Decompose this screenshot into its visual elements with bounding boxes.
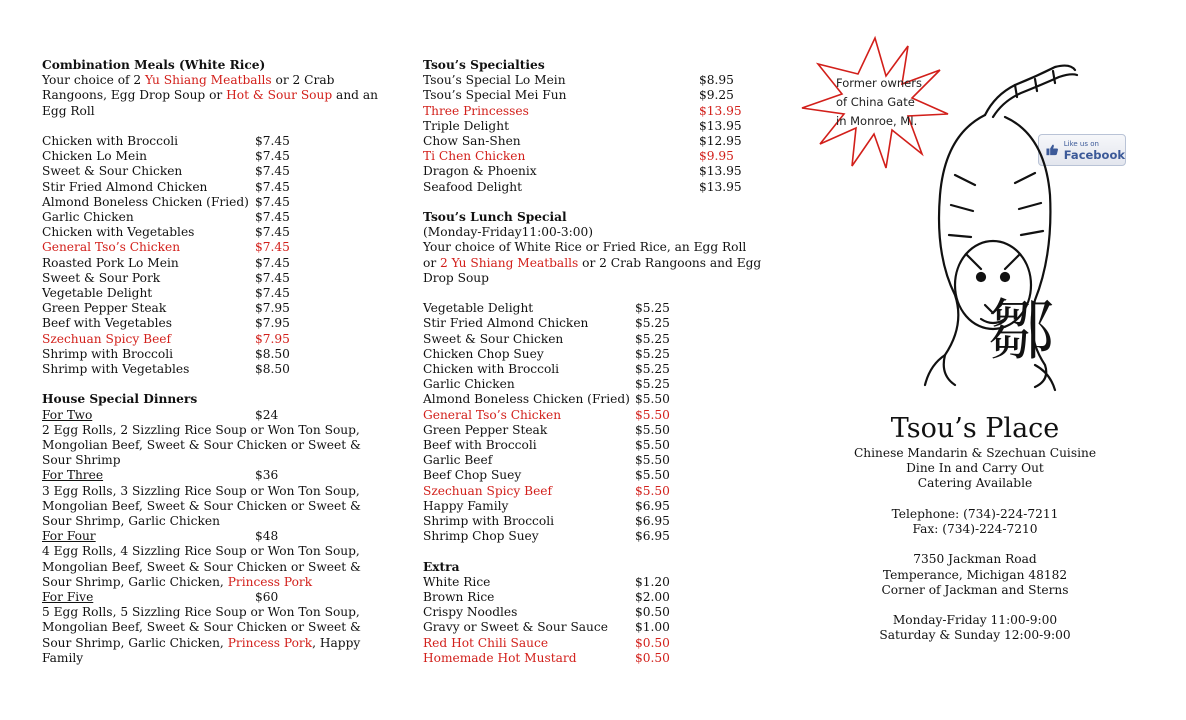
dinner-party-size: For Five [42, 590, 94, 605]
menu-item-name: Chicken with Broccoli [423, 362, 560, 377]
menu-item-row [423, 134, 763, 149]
highlighted-text: Yu Shiang Meatballs [145, 73, 272, 88]
menu-item-row [42, 332, 387, 347]
menu-item-name: Chicken Lo Mein [42, 149, 147, 164]
dinner-description [42, 605, 387, 666]
text-run: and an Egg Roll [42, 88, 378, 118]
menu-item-price: $6.95 [635, 498, 670, 513]
menu-item-price: $7.45 [255, 179, 290, 194]
tiger-illustration [885, 55, 1085, 405]
restaurant-name: Tsou’s Place [890, 413, 1060, 444]
menu-item-price: $5.50 [635, 453, 670, 468]
dinner-option-header [42, 529, 387, 544]
menu-item-row [423, 180, 763, 195]
menu-item-name: Sweet & Sour Chicken [423, 331, 564, 346]
menu-item-price: $8.50 [255, 362, 290, 377]
menu-item-price: $7.45 [255, 134, 290, 148]
menu-item-row [423, 484, 763, 499]
menu-item-price: $6.95 [635, 529, 670, 544]
menu-item-name: Homemade Hot Mustard [423, 650, 577, 665]
menu-item-row [423, 438, 763, 453]
hours-line: Saturday & Sunday 12:00-9:00 [879, 628, 1071, 643]
menu-item-name: Stir Fried Almond Chicken [423, 316, 589, 331]
menu-item-price: $6.95 [635, 514, 670, 529]
menu-item-price: $5.50 [635, 392, 670, 407]
menu-item-name: Green Pepper Steak [423, 422, 548, 437]
menu-item-row [423, 605, 763, 620]
menu-item-name: General Tso’s Chicken [423, 407, 562, 422]
menu-item-price: $13.95 [699, 179, 742, 194]
service-line: Dine In and Carry Out [906, 461, 1044, 476]
highlighted-text: Princess Pork [227, 635, 313, 650]
cuisine-line: Chinese Mandarin & Szechuan Cuisine [853, 446, 1097, 460]
dinner-price: $36 [255, 468, 279, 483]
dinner-party-size: For Three [42, 468, 104, 483]
combination-items-list [42, 134, 387, 377]
menu-item-price: $7.45 [255, 286, 290, 301]
menu-item-row [42, 210, 387, 225]
facebook-small-text: Like us on [1063, 140, 1099, 148]
menu-item-price: $7.45 [255, 255, 290, 270]
menu-item-price: $9.95 [699, 149, 734, 164]
menu-item-row [423, 316, 763, 331]
menu-item-price: $7.45 [255, 240, 290, 255]
lunch-hours: (Monday-Friday11:00-3:00) [423, 225, 593, 240]
text-run: or 2 Crab Rangoons and Egg Drop Soup [423, 255, 762, 285]
dinner-price: $24 [255, 407, 279, 422]
menu-item-row [423, 514, 763, 529]
menu-item-name: Chicken with Vegetables [42, 225, 195, 240]
text-run: Your choice of 2 [42, 73, 146, 88]
menu-item-price: $7.45 [255, 194, 290, 209]
menu-item-price: $13.95 [699, 164, 742, 179]
menu-item-name: Chow San-Shen [423, 134, 521, 149]
menu-item-price: $5.50 [635, 438, 670, 453]
menu-item-row [423, 453, 763, 468]
menu-item-row [42, 256, 387, 271]
menu-item-name: Beef with Broccoli [423, 438, 537, 453]
menu-item-row [423, 332, 763, 347]
menu-item-name: Crispy Noodles [423, 605, 518, 620]
text-run: or 2 Crab Rangoons, Egg Drop Soup or [42, 73, 335, 103]
menu-item-price: $5.25 [635, 316, 670, 331]
highlighted-text: Hot & Sour Soup [226, 88, 333, 103]
menu-item-name: Sweet & Sour Pork [42, 270, 161, 285]
menu-item-name: Green Pepper Steak [42, 301, 167, 316]
section-heading-extra: Extra [423, 559, 460, 574]
menu-item-row [42, 362, 387, 377]
menu-item-price: $12.95 [699, 134, 742, 149]
menu-item-name: Brown Rice [423, 590, 495, 605]
menu-item-name: Red Hot Chili Sauce [423, 635, 549, 650]
combination-section [42, 58, 387, 666]
section-heading-specialties: Tsou’s Specialties [423, 58, 545, 72]
dinner-option-header [42, 590, 387, 605]
menu-item-price: $2.00 [635, 590, 670, 605]
menu-item-row [423, 88, 763, 103]
address-line: Corner of Jackman and Sterns [881, 582, 1069, 597]
combination-description [42, 73, 387, 119]
dinner-price: $60 [255, 590, 279, 605]
starburst-line: of China Gate [836, 95, 915, 109]
menu-item-price: $5.25 [635, 377, 670, 392]
menu-item-name: Garlic Chicken [423, 377, 515, 392]
specialties-list [423, 73, 763, 195]
menu-item-price: $9.25 [699, 88, 734, 103]
menu-item-name: Ti Chen Chicken [423, 149, 526, 164]
starburst-line: in Monroe, MI. [836, 114, 918, 128]
section-heading-house-special: House Special Dinners [42, 392, 198, 407]
menu-item-name: Shrimp with Broccoli [42, 346, 174, 361]
menu-item-name: Szechuan Spicy Beef [423, 483, 553, 498]
facebook-big-text: Facebook [1063, 148, 1125, 162]
menu-item-name: Shrimp with Broccoli [423, 514, 555, 529]
menu-item-row [423, 362, 763, 377]
dinner-option-header [42, 468, 387, 483]
menu-item-price: $7.45 [255, 270, 290, 285]
lunch-description [423, 240, 763, 286]
menu-item-price: $7.45 [255, 225, 290, 240]
menu-item-name: Roasted Pork Lo Mein [42, 255, 179, 270]
dinner-description [42, 544, 387, 590]
section-heading-lunch: Tsou’s Lunch Special [423, 210, 567, 225]
menu-item-name: General Tso’s Chicken [42, 240, 181, 255]
menu-item-name: Gravy or Sweet & Sour Sauce [423, 620, 608, 635]
menu-item-name: Vegetable Delight [42, 286, 153, 301]
menu-item-name: Shrimp Chop Suey [423, 529, 539, 544]
text-run: 2 Egg Rolls, 2 Sizzling Rice Soup or Won Ton Soup, Mongolian Beef, Sweet & Sour Chicken or Sweet & Sour Shrimp [42, 422, 361, 468]
menu-item-name: Tsou’s Special Lo Mein [423, 73, 566, 88]
menu-item-name: Tsou’s Special Mei Fun [423, 88, 567, 103]
menu-item-name: Happy Family [423, 498, 509, 513]
menu-item-name: Almond Boneless Chicken (Fried) [423, 392, 630, 407]
restaurant-info-panel [810, 0, 1140, 720]
menu-item-row [42, 271, 387, 286]
menu-item-row [423, 651, 763, 666]
menu-item-name: Almond Boneless Chicken (Fried) [42, 194, 249, 209]
menu-item-row [42, 286, 387, 301]
highlighted-text: 2 Yu Shiang Meatballs [440, 255, 579, 270]
menu-item-name: Vegetable Delight [423, 301, 534, 316]
telephone: Telephone: (734)-224-7211 [891, 506, 1059, 521]
menu-item-row [423, 119, 763, 134]
menu-item-price: $5.25 [635, 346, 670, 361]
menu-item-price: $13.95 [699, 103, 742, 118]
menu-item-price: $7.95 [255, 331, 290, 346]
text-run: 5 Egg Rolls, 5 Sizzling Rice Soup or Won Ton Soup, Mongolian Beef, Sweet & Sour Chicken or Sweet & Sour Shrimp, Garlic Chicken, [42, 605, 361, 650]
chinese-character: 鄒 [988, 292, 1054, 369]
menu-item-price: $5.25 [635, 331, 670, 346]
house-special-dinners-list [42, 408, 387, 666]
menu-item-price: $5.50 [635, 468, 670, 483]
extras-list [423, 575, 763, 666]
menu-item-row [42, 347, 387, 362]
menu-item-row [423, 104, 763, 119]
menu-item-row [42, 180, 387, 195]
menu-item-price: $5.50 [635, 407, 670, 422]
menu-item-row [423, 636, 763, 651]
address-line: 7350 Jackman Road [913, 552, 1037, 567]
lunch-special-section [423, 210, 763, 544]
menu-item-row [423, 164, 763, 179]
menu-item-name: Stir Fried Almond Chicken [42, 179, 208, 194]
menu-item-row [423, 620, 763, 635]
menu-item-row [423, 590, 763, 605]
menu-item-name: Beef with Vegetables [42, 316, 172, 331]
menu-item-row [423, 73, 763, 88]
dinner-party-size: For Four [42, 529, 96, 544]
menu-item-row [423, 575, 763, 590]
catering-line: Catering Available [917, 476, 1033, 491]
menu-item-row [42, 195, 387, 210]
fax: Fax: (734)-224-7210 [912, 522, 1038, 536]
text-run: Your choice of White Rice or Fried Rice, an Egg Roll or [423, 240, 747, 270]
dinner-price: $48 [255, 529, 279, 544]
menu-item-price: $8.50 [255, 346, 290, 361]
text-run: 4 Egg Rolls, 4 Sizzling Rice Soup or Won Ton Soup, Mongolian Beef, Sweet & Sour Chicken or Sweet & Sour Shrimp, Garlic Chicken, [42, 544, 361, 589]
menu-item-price: $1.00 [635, 620, 670, 635]
specialties-section [423, 58, 763, 195]
menu-item-row [423, 408, 763, 423]
middle-column [423, 58, 763, 666]
address-line: Temperance, Michigan 48182 [882, 567, 1068, 582]
menu-item-row [42, 316, 387, 331]
menu-item-name: Three Princesses [423, 103, 529, 118]
menu-item-price: $8.95 [699, 73, 734, 88]
menu-item-row [423, 392, 763, 407]
starburst-line: Former owners [836, 76, 922, 90]
menu-item-row [423, 149, 763, 164]
menu-item-price: $1.20 [635, 574, 670, 589]
menu-item-name: Shrimp with Vegetables [42, 362, 190, 377]
menu-item-price: $0.50 [635, 605, 670, 620]
menu-item-row [42, 149, 387, 164]
text-run: 3 Egg Rolls, 3 Sizzling Rice Soup or Won Ton Soup, Mongolian Beef, Sweet & Sour Chicken or Sweet & Sour Shrimp, Garlic Chicken [42, 483, 361, 529]
menu-item-price: $5.50 [635, 422, 670, 437]
menu-item-row [423, 529, 763, 544]
menu-item-row [423, 301, 763, 316]
menu-item-row [423, 423, 763, 438]
menu-item-price: $7.95 [255, 301, 290, 316]
menu-item-name: Chicken Chop Suey [423, 346, 544, 361]
dinner-option-header [42, 408, 387, 423]
menu-item-name: Sweet & Sour Chicken [42, 164, 183, 179]
menu-item-name: Garlic Chicken [42, 210, 134, 225]
menu-item-price: $5.25 [635, 362, 670, 377]
contact-info [810, 412, 1140, 644]
menu-item-row [423, 347, 763, 362]
menu-item-name: Seafood Delight [423, 179, 523, 194]
menu-item-row [42, 164, 387, 179]
menu-item-row [42, 134, 387, 149]
menu-item-price: $13.95 [699, 118, 742, 133]
hours-line: Monday-Friday 11:00-9:00 [892, 613, 1058, 628]
menu-item-row [423, 377, 763, 392]
dinner-party-size: For Two [42, 407, 93, 422]
menu-item-name: Garlic Beef [423, 453, 493, 468]
lunch-items-list [423, 301, 763, 544]
menu-item-price: $5.50 [635, 483, 670, 498]
menu-item-row [423, 499, 763, 514]
menu-item-row [42, 225, 387, 240]
dinner-description [42, 423, 387, 469]
menu-item-name: Beef Chop Suey [423, 468, 522, 483]
menu-item-name: Szechuan Spicy Beef [42, 331, 172, 346]
menu-item-row [42, 240, 387, 255]
menu-item-price: $7.95 [255, 316, 290, 331]
text-run: , Happy Family [42, 635, 361, 665]
highlighted-text: Princess Pork [227, 574, 313, 589]
menu-item-row [42, 301, 387, 316]
menu-item-row [423, 468, 763, 483]
menu-item-price: $0.50 [635, 635, 670, 650]
menu-item-name: Dragon & Phoenix [423, 164, 537, 179]
menu-item-name: Triple Delight [423, 118, 509, 133]
extra-section [423, 560, 763, 666]
menu-item-price: $7.45 [255, 164, 290, 179]
menu-item-name: White Rice [423, 574, 491, 589]
dinner-description [42, 484, 387, 530]
menu-item-price: $7.45 [255, 149, 290, 164]
menu-item-price: $7.45 [255, 210, 290, 225]
menu-item-price: $0.50 [635, 650, 670, 665]
section-heading-combination: Combination Meals (White Rice) [42, 58, 266, 72]
menu-item-name: Chicken with Broccoli [42, 134, 179, 148]
menu-item-price: $5.25 [635, 301, 670, 316]
